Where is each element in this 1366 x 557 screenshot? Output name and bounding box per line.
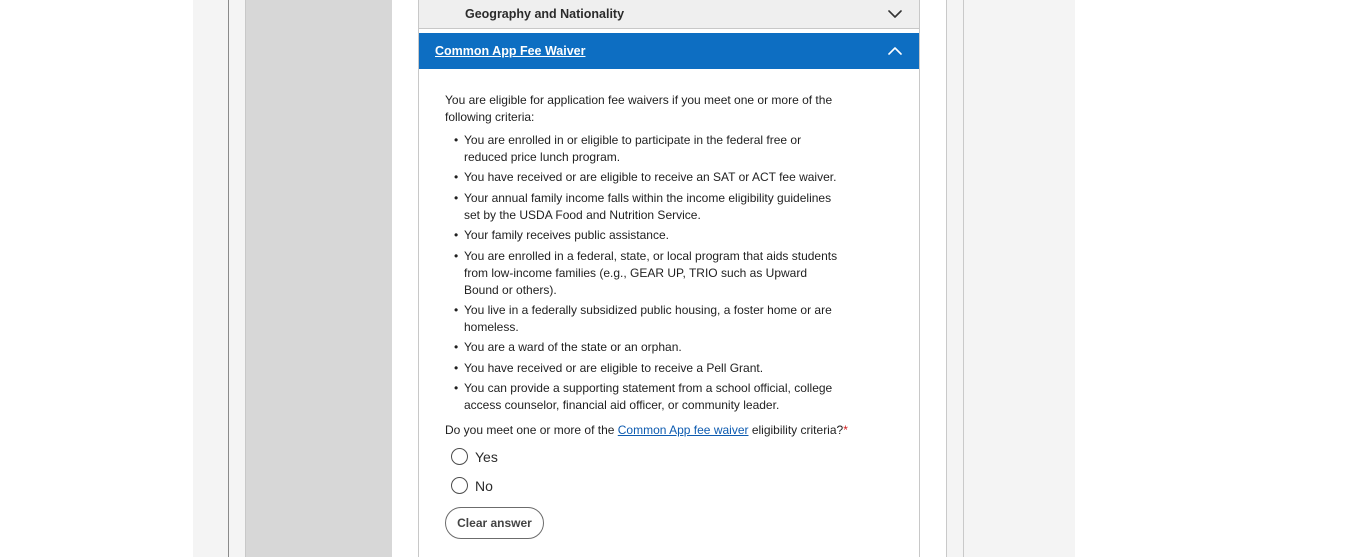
fee-waiver-description <box>445 92 845 418</box>
accordion-geography-nationality[interactable] <box>419 0 919 29</box>
radio-option-yes[interactable] <box>451 448 498 465</box>
chevron-up-icon <box>887 43 903 59</box>
page-background-left <box>0 0 193 557</box>
accordion-title: Geography and Nationality <box>465 7 625 21</box>
radio-button-yes[interactable] <box>451 448 468 465</box>
sidebar <box>245 0 392 557</box>
frame-divider-left <box>228 0 229 557</box>
criteria-item: • You live in a federally subsidized public housing, a foster home or are homeless. <box>455 302 845 336</box>
criteria-item: • You can provide a supporting statement from a school official, college access counselor, financial aid officer, or community leader. <box>455 380 845 414</box>
frame-divider-right-outer <box>963 0 964 557</box>
criteria-item: • You have received or are eligible to receive a Pell Grant. <box>455 360 845 377</box>
criteria-item: • You have received or are eligible to receive an SAT or ACT fee waiver. <box>455 169 845 186</box>
criteria-item: • Your annual family income falls within the income eligibility guidelines set by the USDA Food and Nutrition Service. <box>455 190 845 224</box>
page-background-right <box>1075 0 1366 557</box>
accordion-fee-waiver[interactable] <box>419 33 919 69</box>
radio-button-no[interactable] <box>451 477 468 494</box>
accordion-title[interactable]: Common App Fee Waiver <box>435 44 586 58</box>
radio-label-no[interactable]: No <box>475 477 493 494</box>
criteria-intro: You are eligible for application fee waivers if you meet one or more of the following criteria: <box>445 93 833 124</box>
question-suffix: eligibility criteria? <box>748 423 844 437</box>
required-marker: * <box>843 423 848 437</box>
chevron-down-icon <box>887 6 903 22</box>
fee-waiver-link[interactable]: Common App fee waiver <box>617 423 749 437</box>
clear-answer-button[interactable]: Clear answer <box>445 507 544 539</box>
question-prefix: Do you meet one or more of the <box>445 423 618 437</box>
criteria-item: • You are enrolled in or eligible to participate in the federal free or reduced price lunch program. <box>455 132 845 166</box>
frame-divider-right <box>946 0 947 557</box>
criteria-item: • You are enrolled in a federal, state, or local program that aids students from low-income families (e.g., GEAR UP, TRIO such as Upward Bound or others). <box>455 248 845 299</box>
criteria-list <box>445 132 845 414</box>
fee-waiver-panel <box>418 0 920 557</box>
radio-option-no[interactable] <box>451 477 493 494</box>
eligibility-question <box>445 422 848 439</box>
criteria-item: • You are a ward of the state or an orphan. <box>455 339 845 356</box>
radio-label-yes[interactable]: Yes <box>475 448 498 465</box>
criteria-item: • Your family receives public assistance. <box>455 227 845 244</box>
